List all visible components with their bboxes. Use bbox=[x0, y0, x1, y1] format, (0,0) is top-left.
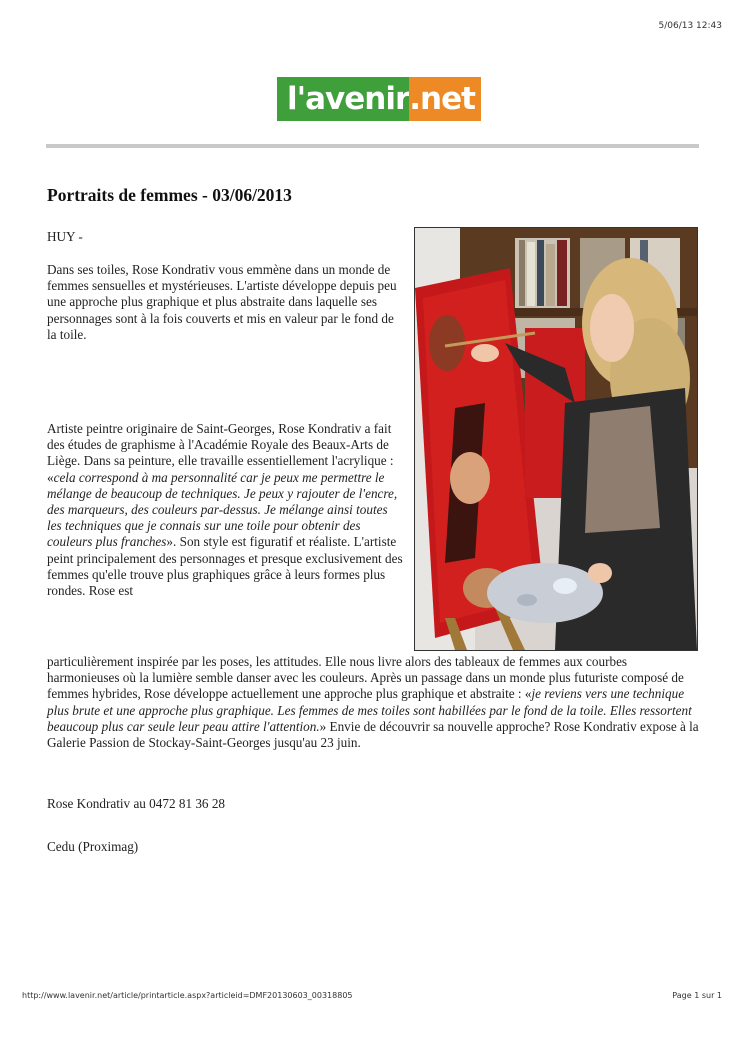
para2-quote-2: je reviens vers une technique plus brute et une approche plus graphique. Les femmes de mes toiles sont habillées par le fond de la toile. Elles ressortent beaucoup plus car seule leur peau attire l'attention. bbox=[47, 686, 692, 734]
para2-text-a: Artiste peintre originaire de Saint-Georges, Rose Kondrativ a fait des études de graphisme à l'Académie Royale des Beaux-Arts de Liège. Dans sa peinture, elle travaille essentiellement l'acrylique : « bbox=[47, 421, 394, 485]
para2-text-c: particulièrement inspirée par les poses, les attitudes. Elle nous livre alors des tableaux de femmes aux courbes harmonieuses où la lumière semble danser avec les couleurs. Après un passage dans un monde plus futuriste composé de femmes hybrides, Rose développe actuellement une approche plus graphique et abstraite : « bbox=[47, 654, 684, 702]
article-author: Cedu (Proximag) bbox=[47, 839, 139, 854]
article-location: HUY - bbox=[47, 229, 83, 244]
article-title: Portraits de femmes - 03/06/2013 bbox=[47, 185, 292, 205]
lavenir-logo bbox=[277, 77, 475, 121]
logo-part-green: l'avenir bbox=[277, 77, 409, 121]
footer-page-number: Page 1 sur 1 bbox=[672, 991, 722, 1000]
artist-photo bbox=[414, 227, 698, 651]
para2-text-b: ». Son style est figuratif et réaliste. L'artiste peint principalement des personnages et presque exclusivement des femmes qu'elle trouve plus graphiques grâce à leurs formes plus rondes. Rose est bbox=[47, 534, 403, 599]
article-paragraph-2 bbox=[47, 421, 405, 599]
para2-quote-1: cela correspond à ma personnalité car je peux me permettre le mélange de beaucoup de techniques. Je peux y rajouter de l'encre, des marqueurs, des couleurs par-dessus. Je mélange ainsi toutes les techniques que je connais sur une toile pour obtenir des couleurs plus franches bbox=[47, 469, 398, 550]
article-paragraph-2-continued bbox=[47, 654, 699, 751]
para2-text-d: » Envie de découvrir sa nouvelle approche? Rose Kondrativ expose à la Galerie Passion de Stockay-Saint-Georges jusqu'au 23 juin. bbox=[47, 718, 699, 751]
footer-url: http://www.lavenir.net/article/printarticle.aspx?articleid=DMF20130603_00318805 bbox=[22, 991, 353, 1000]
logo-part-orange: .net bbox=[409, 77, 481, 121]
article-paragraph-1: Dans ses toiles, Rose Kondrativ vous emmène dans un monde de femmes sensuelles et mystérieuses. L'artiste développe depuis peu une approche plus graphique et plus abstraite dans laquelle ses personnages sont à la fois couverts et mis en valeur par le fond de la toile. bbox=[47, 262, 397, 342]
print-date: 5/06/13 12:43 bbox=[658, 21, 722, 31]
article-contact: Rose Kondrativ au 0472 81 36 28 bbox=[47, 796, 226, 811]
header-divider bbox=[46, 144, 699, 148]
